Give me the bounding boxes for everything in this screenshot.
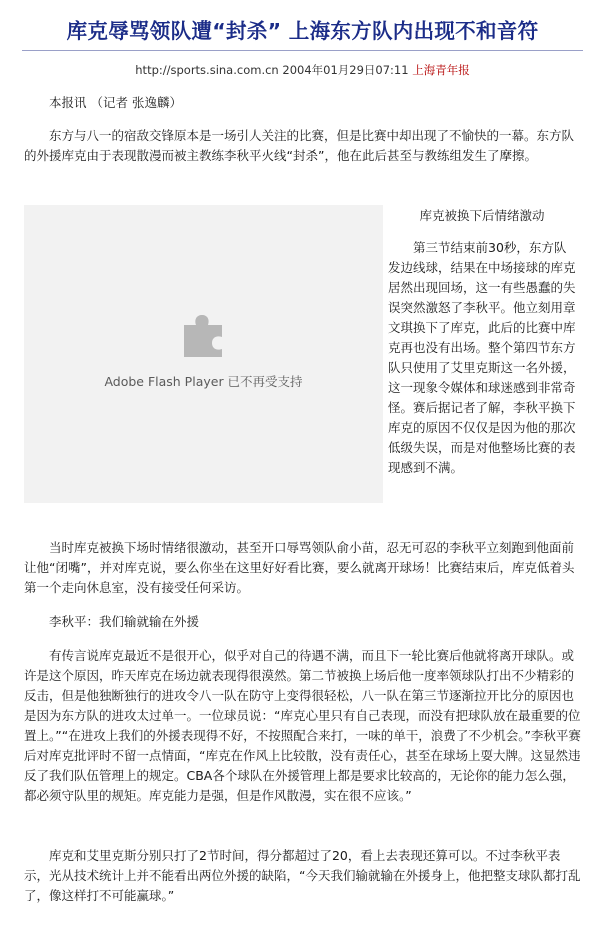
image-caption: 库克被换下后情绪激动: [419, 208, 545, 223]
meta-source-link[interactable]: 上海青年报: [412, 63, 470, 77]
headline-divider: [22, 50, 583, 51]
paragraph-4: 库克和艾里克斯分别只打了2节时间，得分都超过了20，看上去表现还算可以。不过李秋平表示，光从技术统计上并不能看出两位外援的缺陷，“今天我们输就输在外援身上，他把整支球队都打乱了，像这样打不可能赢球。”: [24, 848, 581, 903]
meta-url: http://sports.sina.com.cn: [135, 63, 279, 77]
flash-placeholder[interactable]: [24, 205, 383, 503]
paragraph-2: 当时库克被换下场时情绪很激动，甚至开口辱骂领队俞小苗，忍无可忍的李秋平立刻跑到他面前让他“闭嘴”，并对库克说，要么你坐在这里好好看比赛，要么就离开球场！比赛结束后，库克低着头第一个走向休息室，没有接受任何采访。: [24, 540, 575, 595]
article-byline: 本报讯 （记者 张逸麟）: [49, 95, 182, 110]
side-paragraph: 第三节结束前30秒，东方队发边线球，结果在中场接球的库克居然出现回场，这一有些愚蠢的失误突然激怒了李秋平。他立刻用章文琪换下了库克，此后的比赛中库克再也没有出场。整个第四节东方队只使用了艾里克斯这一名外援，这一现象令媒体和球迷感到非常奇怪。赛后据记者了解，李秋平换下库克的原因不仅仅是因为他的那次低级失误，而是对他整场比赛的表现感到不满。: [388, 240, 576, 475]
paragraph-3: 有传言说库克最近不是很开心，似乎对自己的待遇不满，而且下一轮比赛后他就将离开球队。或许是这个原因，昨天库克在场边就表现得很漠然。第二节被换上场后他一度率领球队打出不少精彩的反击，但是他独断独行的进攻令八一队在防守上变得很轻松，八一队在第三节逐渐拉开比分的原因也是因为东方队的进攻太过单一。一位球员说：“库克心里只有自己表现，而没有把球队放在最重要的位置上。”“在进攻上我们的外援表现得不好，不按照配合来打，一味的单干，浪费了不少机会。”李秋平赛后对库克批评时不留一点情面，“库克在作风上比较散，没有责任心，甚至在球场上耍大牌。这显然违反了我们队伍管理上的规定。CBA各个球队在外援管理上都是要求比较高的，无论你的能力怎么强，都必须守队里的规矩。库克能力是强，但是作风散漫，实在很不应该。”: [24, 648, 581, 803]
puzzle-piece-icon: [182, 313, 226, 359]
article-intro: 东方与八一的宿敌交锋原本是一场引人关注的比赛，但是比赛中却出现了不愉快的一幕。东方队的外援库克由于表现散漫而被主教练李秋平火线“封杀”，他在此后甚至与教练组发生了摩擦。: [24, 128, 575, 163]
article-headline: 库克辱骂领队遭“封杀” 上海东方队内出现不和音符: [66, 19, 539, 43]
article-meta: [0, 62, 605, 78]
meta-date: 2004年01月29日07:11: [282, 63, 409, 77]
flash-unsupported-message: Adobe Flash Player 已不再受支持: [104, 374, 303, 389]
section-subhead: 李秋平：我们输就输在外援: [49, 614, 200, 629]
